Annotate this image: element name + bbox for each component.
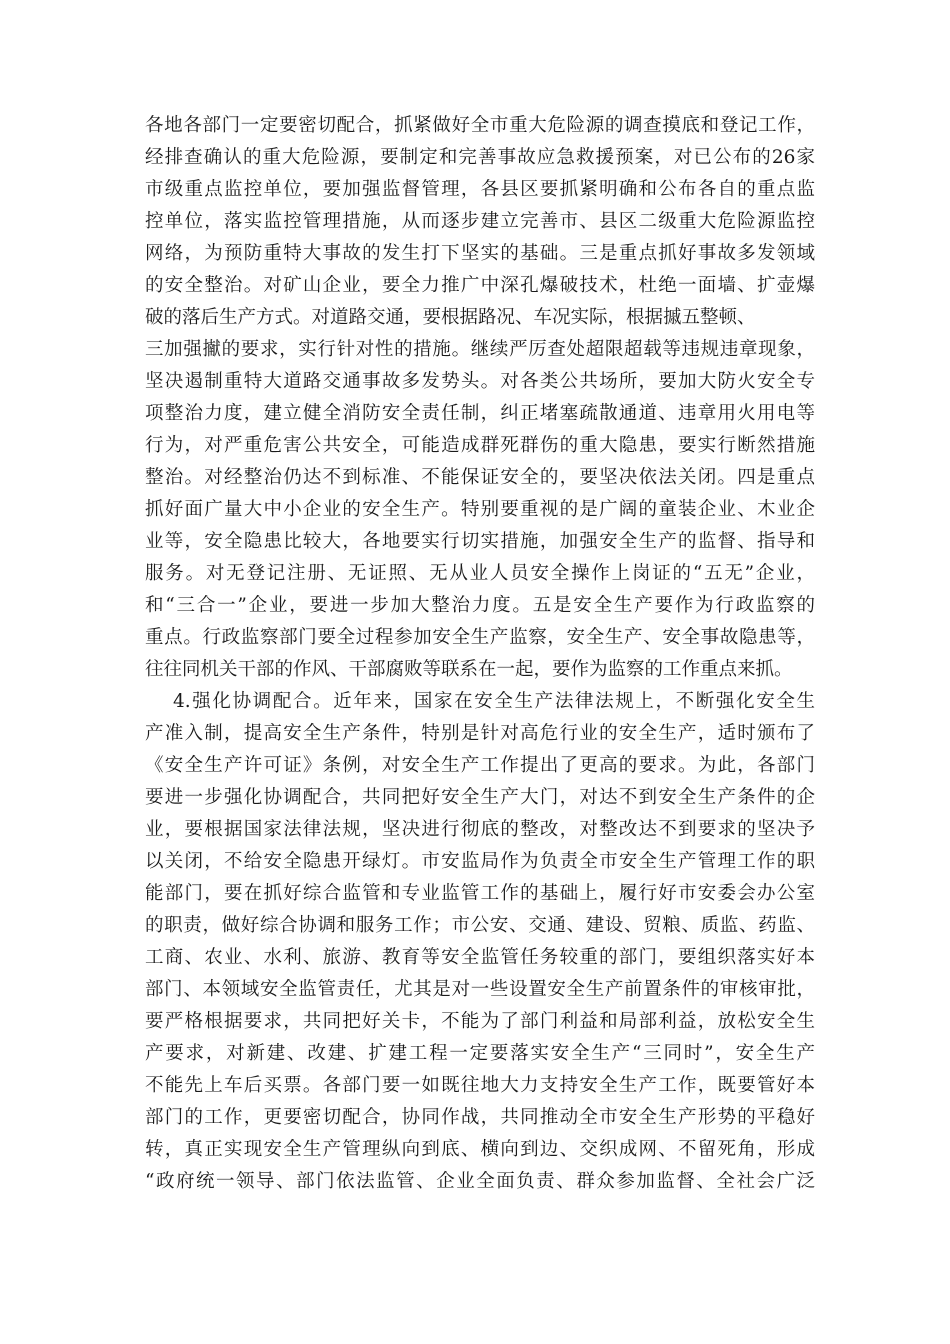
- text-line: 部门、本领域安全监管责任，尤其是对一些设置安全生产前置条件的审核审批，: [145, 979, 815, 1000]
- text-line: 各地各部门一定要密切配合，抓紧做好全市重大危险源的调查摸底和登记工作，: [145, 115, 815, 136]
- text-line: 转，真正实现安全生产管理纵向到底、横向到边、交织成网、不留死角，形成: [145, 1139, 815, 1160]
- text-line: 产要求，对新建、改建、扩建工程一定要落实安全生产“三同时”，安全生产: [145, 1043, 815, 1064]
- text-line: 三加强擜的要求，实行针对性的措施。继续严厉查处超限超载等违规违章现象，: [145, 339, 815, 360]
- paragraph-start-line: 4.强化协调配合。近年来，国家在安全生产法律法规上，不断强化安全生: [173, 691, 815, 712]
- text-line: 网络，为预防重特大事故的发生打下坚实的基础。三是重点抓好事故多发领域: [145, 243, 815, 264]
- text-line: 行为，对严重危害公共安全，可能造成群死群伤的重大隐患，要实行断然措施: [145, 435, 815, 456]
- text-line: 的安全整治。对矿山企业，要全力推广中深孔爆破技术，杜绝一面墙、扩壶爆: [145, 275, 815, 296]
- text-line: 服务。对无登记注册、无证照、无从业人员安全操作上岗证的“五无”企业，: [145, 563, 815, 584]
- text-line: 往往同机关干部的作风、干部腐败等联系在一起，要作为监察的工作重点来抓。: [145, 659, 793, 680]
- text-line: 控单位，落实监控管理措施，从而逐步建立完善市、县区二级重大危险源监控: [145, 211, 815, 232]
- text-line: 要严格根据要求，共同把好关卡，不能为了部门利益和局部利益，放松安全生: [145, 1011, 815, 1032]
- text-line: 能部门，要在抓好综合监管和专业监管工作的基础上，履行好市安委会办公室: [145, 883, 815, 904]
- text-line: 整治。对经整治仍达不到标准、不能保证安全的，要坚决依法关闭。四是重点: [145, 467, 815, 488]
- text-line: “政府统一领导、部门依法监管、企业全面负责、群众参加监督、全社会广泛: [145, 1171, 815, 1192]
- text-line: 市级重点监控单位，要加强监督管理，各县区要抓紧明确和公布各自的重点监: [145, 179, 815, 200]
- text-line: 和“三合一”企业，要进一步加大整治力度。五是安全生产要作为行政监察的: [145, 595, 815, 616]
- text-line: 破的落后生产方式。对道路交通，要根据路况、车况实际，根据摵五整顿、: [145, 307, 756, 328]
- text-line: 的职责，做好综合协调和服务工作；市公安、交通、建设、贸粮、质监、药监、: [145, 915, 815, 936]
- text-line: 以关闭，不给安全隐患开绿灯。市安监局作为负责全市安全生产管理工作的职: [145, 851, 815, 872]
- body-text: [145, 110, 815, 1198]
- text-line: 业等，安全隐患比较大，各地要实行切实措施，加强安全生产的监督、指导和: [145, 531, 815, 552]
- text-line: 经排查确认的重大危险源，要制定和完善事故应急救援预案，对已公布的26家: [145, 147, 815, 168]
- text-line: 坚决遏制重特大道路交通事故多发势头。对各类公共场所，要加大防火安全专: [145, 371, 815, 392]
- text-line: 业，要根据国家法律法规，坚决进行彻底的整改，对整改达不到要求的坚决予: [145, 819, 815, 840]
- text-line: 重点。行政监察部门要全过程参加安全生产监察，安全生产、安全事故隐患等，: [145, 627, 815, 648]
- text-line: 工商、农业、水利、旅游、教育等安全监管任务较重的部门，要组织落实好本: [145, 947, 815, 968]
- text-line: 抓好面广量大中小企业的安全生产。特别要重视的是广阔的童装企业、木业企: [145, 499, 815, 520]
- text-line: 产准入制，提高安全生产条件，特别是针对高危行业的安全生产，适时颁布了: [145, 723, 815, 744]
- text-line: 《安全生产许可证》条例，对安全生产工作提出了更高的要求。为此，各部门: [145, 755, 815, 776]
- text-line: 要进一步强化协调配合，共同把好安全生产大门，对达不到安全生产条件的企: [145, 787, 815, 808]
- text-line: 部门的工作，更要密切配合，协同作战，共同推动全市安全生产形势的平稳好: [145, 1107, 815, 1128]
- text-line: 项整治力度，建立健全消防安全责任制，纠正堵塞疏散通道、违章用火用电等: [145, 403, 815, 424]
- text-line: 不能先上车后买票。各部门要一如既往地大力支持安全生产工作，既要管好本: [145, 1075, 815, 1096]
